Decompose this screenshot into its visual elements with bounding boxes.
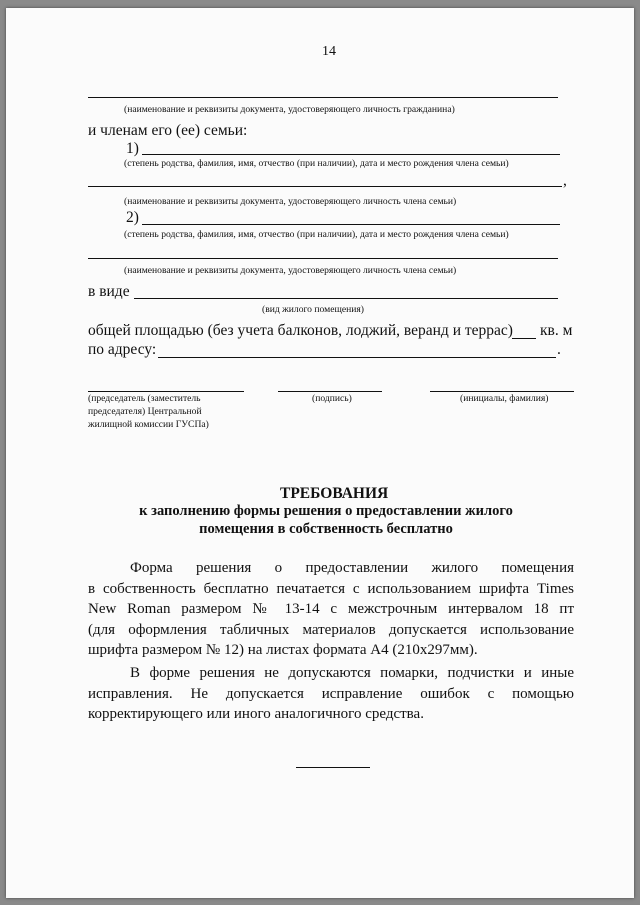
caption-chair-line2: председателя) Центральной	[88, 406, 202, 417]
para2-line1: В форме решения не допускаются помарки, подчистки и иные	[130, 665, 574, 681]
housing-type-line	[134, 298, 558, 299]
caption-housing-type: (вид жилого помещения)	[262, 304, 364, 315]
requirements-title: ТРЕБОВАНИЯ	[280, 485, 389, 502]
area-text: общей площадью (без учета балконов, лоджий, веранд и террас)	[88, 322, 513, 339]
requirements-subtitle-line1: к заполнению формы решения о предоставлении жилого	[139, 503, 513, 519]
caption-member2-document: (наименование и реквизиты документа, удостоверяющего личность члена семьи)	[124, 265, 457, 276]
para2-line3: корректирующего или иного аналогичного средства.	[88, 706, 424, 722]
address-end: .	[557, 341, 561, 358]
signature-line	[278, 391, 382, 392]
member2-number: 2)	[126, 209, 139, 226]
in-form-label: в виде	[88, 283, 130, 300]
family-intro: и членам его (ее) семьи:	[88, 122, 248, 139]
member2-relation-line	[142, 224, 560, 225]
page-number: 14	[322, 44, 336, 59]
citizen-document-line	[88, 97, 558, 98]
document-page	[6, 8, 634, 898]
para1-line5: шрифта размером № 12) на листах формата А4 (210х297мм).	[88, 642, 478, 658]
para2-line2: исправления. Не допускается исправление ошибок с помощью	[88, 685, 574, 702]
initials-line	[430, 391, 574, 392]
requirements-subtitle-line2: помещения в собственность бесплатно	[199, 521, 453, 537]
address-line	[158, 357, 556, 358]
chair-signature-line	[88, 391, 244, 392]
para1-line4: (для оформления табличных материалов допускается использование	[88, 621, 574, 638]
address-label: по адресу:	[88, 341, 157, 358]
caption-citizen-document: (наименование и реквизиты документа, удостоверяющего личность гражданина)	[124, 104, 455, 115]
closing-separator	[296, 767, 370, 768]
area-value-line	[512, 338, 536, 339]
caption-member1-document: (наименование и реквизиты документа, удостоверяющего личность члена семьи)	[124, 196, 457, 207]
comma: ,	[563, 172, 567, 189]
para1-line1: Форма решения о предоставлении жилого помещения	[130, 560, 574, 576]
requirements-paragraph-1	[88, 558, 574, 661]
member1-relation-line	[142, 154, 560, 155]
area-unit: кв. м	[540, 322, 573, 339]
member2-document-line	[88, 258, 558, 259]
caption-chair-line3: жилищной комиссии ГУСПа)	[88, 419, 209, 430]
para1-line2: в собственность бесплатно печатается с использованием шрифта Times	[88, 580, 574, 597]
member1-number: 1)	[126, 140, 139, 157]
member1-continuation-line	[88, 186, 562, 187]
caption-initials: (инициалы, фамилия)	[460, 393, 549, 404]
caption-chair-line1: (председатель (заместитель	[88, 393, 201, 404]
caption-member2-relation: (степень родства, фамилия, имя, отчество (при наличии), дата и место рождения члена семьи)	[124, 229, 509, 240]
para1-line3: New Roman размером № 13-14 с межстрочным интервалом 18 пт	[88, 601, 574, 617]
requirements-paragraph-2	[88, 663, 574, 725]
caption-member1-relation: (степень родства, фамилия, имя, отчество (при наличии), дата и место рождения члена семьи)	[124, 158, 509, 169]
caption-signature: (подпись)	[312, 393, 352, 404]
